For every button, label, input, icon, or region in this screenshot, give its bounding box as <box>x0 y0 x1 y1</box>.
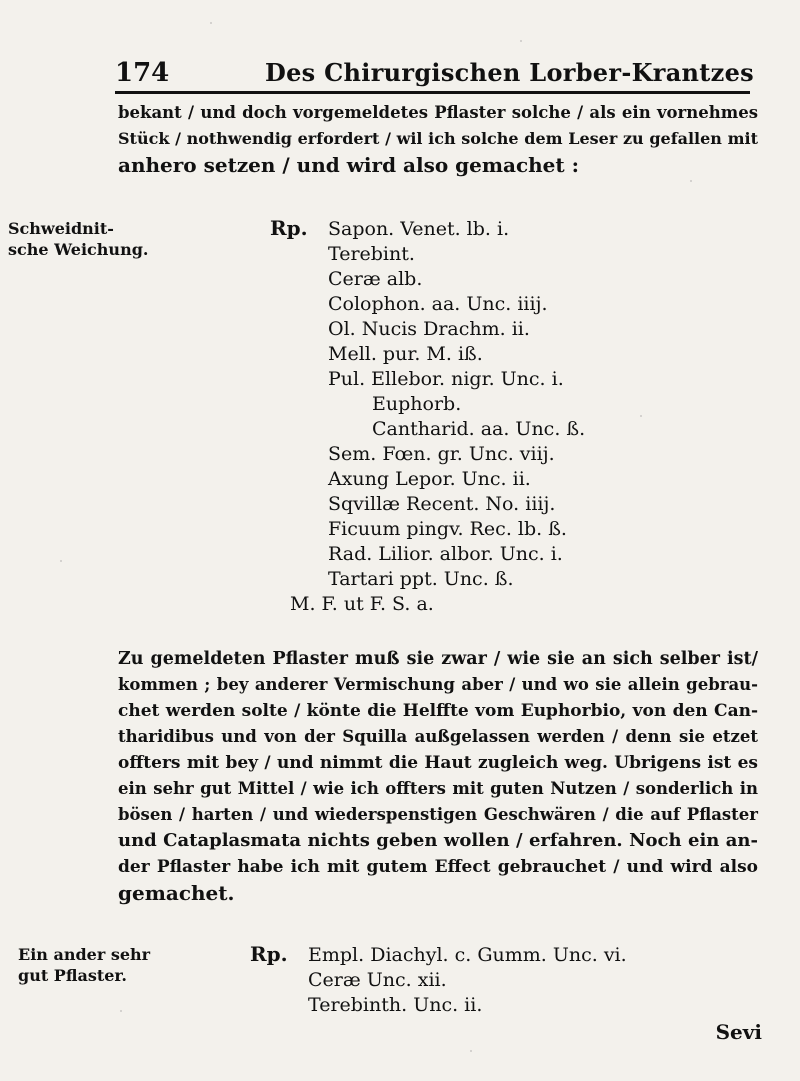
body-paragraph <box>118 646 758 906</box>
body-line: bösen / harten / und wiederspenstigen Geschwären / die auf Pflaster <box>118 805 758 824</box>
rx-label: Rp. <box>270 216 308 240</box>
body-line: und Cataplasmata nichts geben wollen / erfahren. Noch ein an- <box>118 830 758 851</box>
body-line: der Pflaster habe ich mit gutem Effect gebrauchet / und wird also <box>118 857 758 877</box>
intro-line: Stück / nothwendig erfordert / wil ich solche dem Leser zu gefallen mit <box>118 129 758 148</box>
margin-note-line: gut Pflaster. <box>18 966 127 985</box>
recipe-ingredient: Ficuum pingv. Rec. lb. ß. <box>328 518 567 540</box>
recipe-ingredient: Sem. Fœn. gr. Unc. viij. <box>328 443 555 465</box>
body-line: kommen ; bey anderer Vermischung aber / und wo sie allein gebrau- <box>118 675 758 694</box>
body-line: ein sehr gut Mittel / wie ich offters mit guten Nutzen / sonderlich in <box>118 779 758 798</box>
margin-note-line: Ein ander sehr <box>18 945 151 964</box>
recipe-ingredient: Terebint. <box>328 243 415 265</box>
recipe-ingredient: Sapon. Venet. lb. i. <box>328 218 510 240</box>
recipe-ingredient: Mell. pur. M. iß. <box>328 343 483 365</box>
page-number: 174 <box>115 58 170 88</box>
margin-note-schweidnitz <box>8 218 148 260</box>
recipe-ingredient: Pul. Ellebor. nigr. Unc. i. <box>328 368 564 390</box>
running-title: Des Chirurgischen Lorber-Krantzes <box>265 58 754 87</box>
recipe-ingredient: Empl. Diachyl. c. Gumm. Unc. vi. <box>308 944 627 966</box>
recipe-ingredient: Tartari ppt. Unc. ß. <box>328 568 514 590</box>
body-line: chet werden solte / könte die Helffte vom Euphorbio, von den Can- <box>118 701 758 721</box>
margin-note-line: Schweidnit- <box>8 219 114 238</box>
recipe-ingredient: Euphorb. <box>372 393 462 415</box>
recipe-ingredient: Terebinth. Unc. ii. <box>308 994 483 1016</box>
paper-speck <box>210 22 212 24</box>
recipe-ingredient: Ol. Nucis Drachm. ii. <box>328 318 530 340</box>
paper-speck <box>120 1010 122 1012</box>
paper-speck <box>640 415 642 417</box>
intro-paragraph <box>118 100 758 178</box>
recipe-ingredient: Colophon. aa. Unc. iiij. <box>328 293 548 315</box>
body-line: offters mit bey / und nimmt die Haut zugleich weg. Ubrigens ist es <box>118 753 758 773</box>
margin-note-second-plaster <box>18 944 150 986</box>
paper-speck <box>690 180 692 182</box>
intro-line: anhero setzen / und wird also gemachet : <box>118 153 579 177</box>
recipe-closing: M. F. ut F. S. a. <box>290 593 434 615</box>
recipe-ingredient: Sqvillæ Recent. No. iiij. <box>328 493 556 515</box>
body-line: Zu gemeldeten Pflaster muß sie zwar / wie sie an sich selber ist/ <box>118 649 758 669</box>
paper-speck <box>60 560 62 562</box>
recipe-ingredient: Ceræ Unc. xii. <box>308 969 447 991</box>
body-line: gemachet. <box>118 881 235 905</box>
paper-speck <box>520 40 522 42</box>
rx-label: Rp. <box>250 942 288 966</box>
body-line: tharidibus und von der Squilla außgelassen werden / denn sie etzet <box>118 727 758 746</box>
recipe-ingredient: Cantharid. aa. Unc. ß. <box>372 418 586 440</box>
margin-note-line: sche Weichung. <box>8 240 149 259</box>
intro-line: bekant / und doch vorgemeldetes Pflaster solche / als ein vornehmes <box>118 103 758 122</box>
catchword: Sevi <box>715 1020 762 1044</box>
header-rule <box>115 91 750 94</box>
paper-speck <box>470 1050 472 1052</box>
recipe-ingredient: Rad. Lilior. albor. Unc. i. <box>328 543 563 565</box>
recipe-ingredient: Ceræ alb. <box>328 268 423 290</box>
recipe-ingredient: Axung Lepor. Unc. ii. <box>328 468 531 490</box>
page-header <box>115 58 755 94</box>
